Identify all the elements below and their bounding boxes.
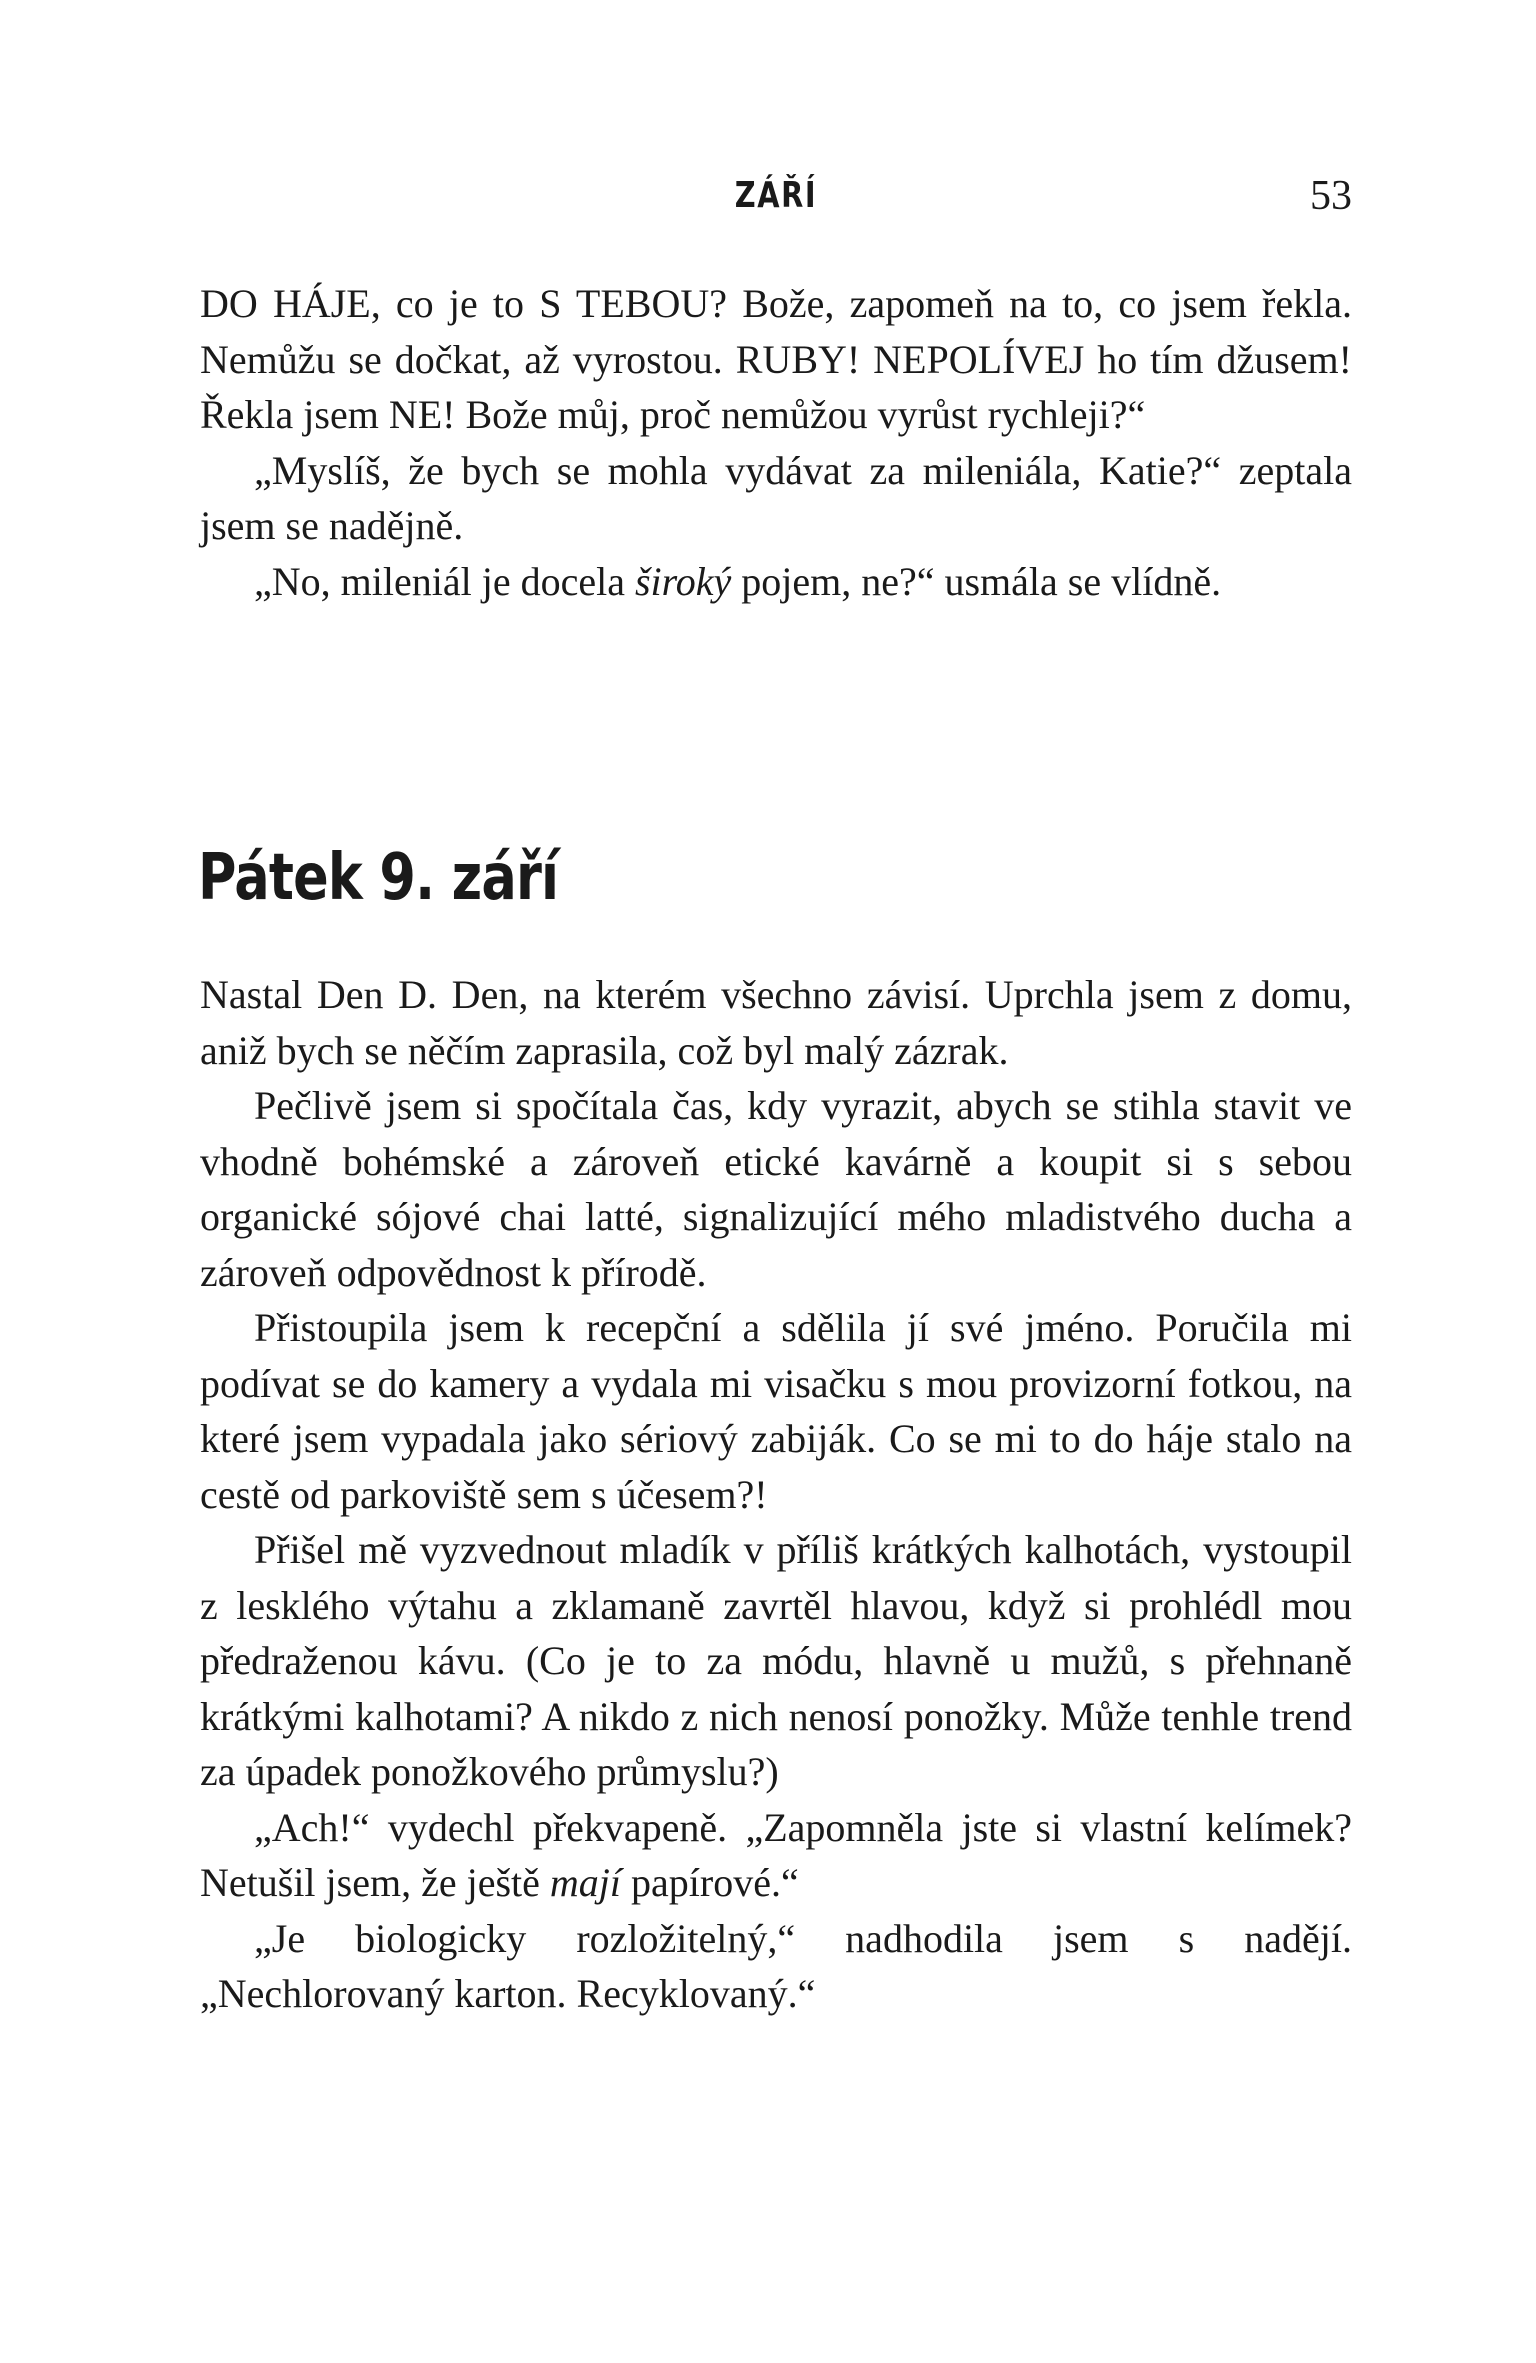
paragraph [200, 554, 1352, 610]
running-head [200, 166, 1352, 226]
paragraph: Nastal Den D. Den, na kterém všechno závisí. Uprchla jsem z domu, aniž bych se něčím zaprasila, což byl malý zázrak. [200, 972, 1352, 1073]
text-run: „No, mileniál je docela [254, 558, 635, 604]
text-run: „Ach!“ vydechl překvapeně. „Zapomněla jste si vlastní kelímek? Netušil jsem, že ještě [200, 1804, 1352, 1905]
emphasis-text: široký [634, 558, 732, 604]
emphasis-text: mají [549, 1860, 622, 1905]
page-number: 53 [1310, 173, 1352, 219]
paragraph: Přistoupila jsem k recepční a sdělila jí své jméno. Poručila mi podívat se do kamery a vydala mi visačku s mou provizorní fotkou, na které jsem vypadala jako sériový zabiják. Co se mi to do háje stalo na cestě od parkoviště sem s účesem?! [200, 1305, 1352, 1517]
chapter-title: ZÁŘÍ [734, 175, 818, 216]
paragraph: Pečlivě jsem si spočítala čas, kdy vyrazit, abych se stihla stavit ve vhodně bohémské a zároveň etické kavárně a koupit si s sebou organické sójové chai latté, signalizující mého mladistvého ducha a zároveň odpovědnost k přírodě. [200, 1083, 1352, 1295]
section-heading: Pátek 9. září [198, 841, 559, 915]
top-text-block [200, 276, 1352, 609]
text-run: pojem, ne?“ usmála se vlídně. [731, 558, 1222, 604]
paragraph [200, 1800, 1352, 1911]
paragraph: Přišel mě vyzvednout mladík v příliš krátkých kalhotách, vystoupil z lesklého výtahu a zklamaně zavrtěl hlavou, když si prohlédl mou předraženou kávu. (Co je to za módu, hlavně u mužů, s přehnaně krátkými kalhotami? A nikdo z nich nenosí ponožky. Může tenhle trend za úpadek ponožkového průmyslu?) [200, 1527, 1352, 1794]
paragraph: „Myslíš, že bych se mohla vydávat za mileniála, Katie?“ zeptala jsem se nadějně. [200, 447, 1352, 548]
paragraph: DO HÁJE, co je to S TEBOU? Bože, zapomeň na to, co jsem řekla. Nemůžu se dočkat, až vyrostou. RUBY! NEPOLÍVEJ ho tím džusem! Řekla jsem NE! Bože můj, proč nemůžou vyrůst rychleji?“ [200, 281, 1352, 437]
bottom-text-block [200, 967, 1352, 2022]
paragraph: „Je biologicky rozložitelný,“ nadhodila jsem s nadějí. „Nechlorovaný karton. Recyklovaný.“ [200, 1915, 1352, 2016]
text-run: papírové.“ [621, 1860, 799, 1905]
